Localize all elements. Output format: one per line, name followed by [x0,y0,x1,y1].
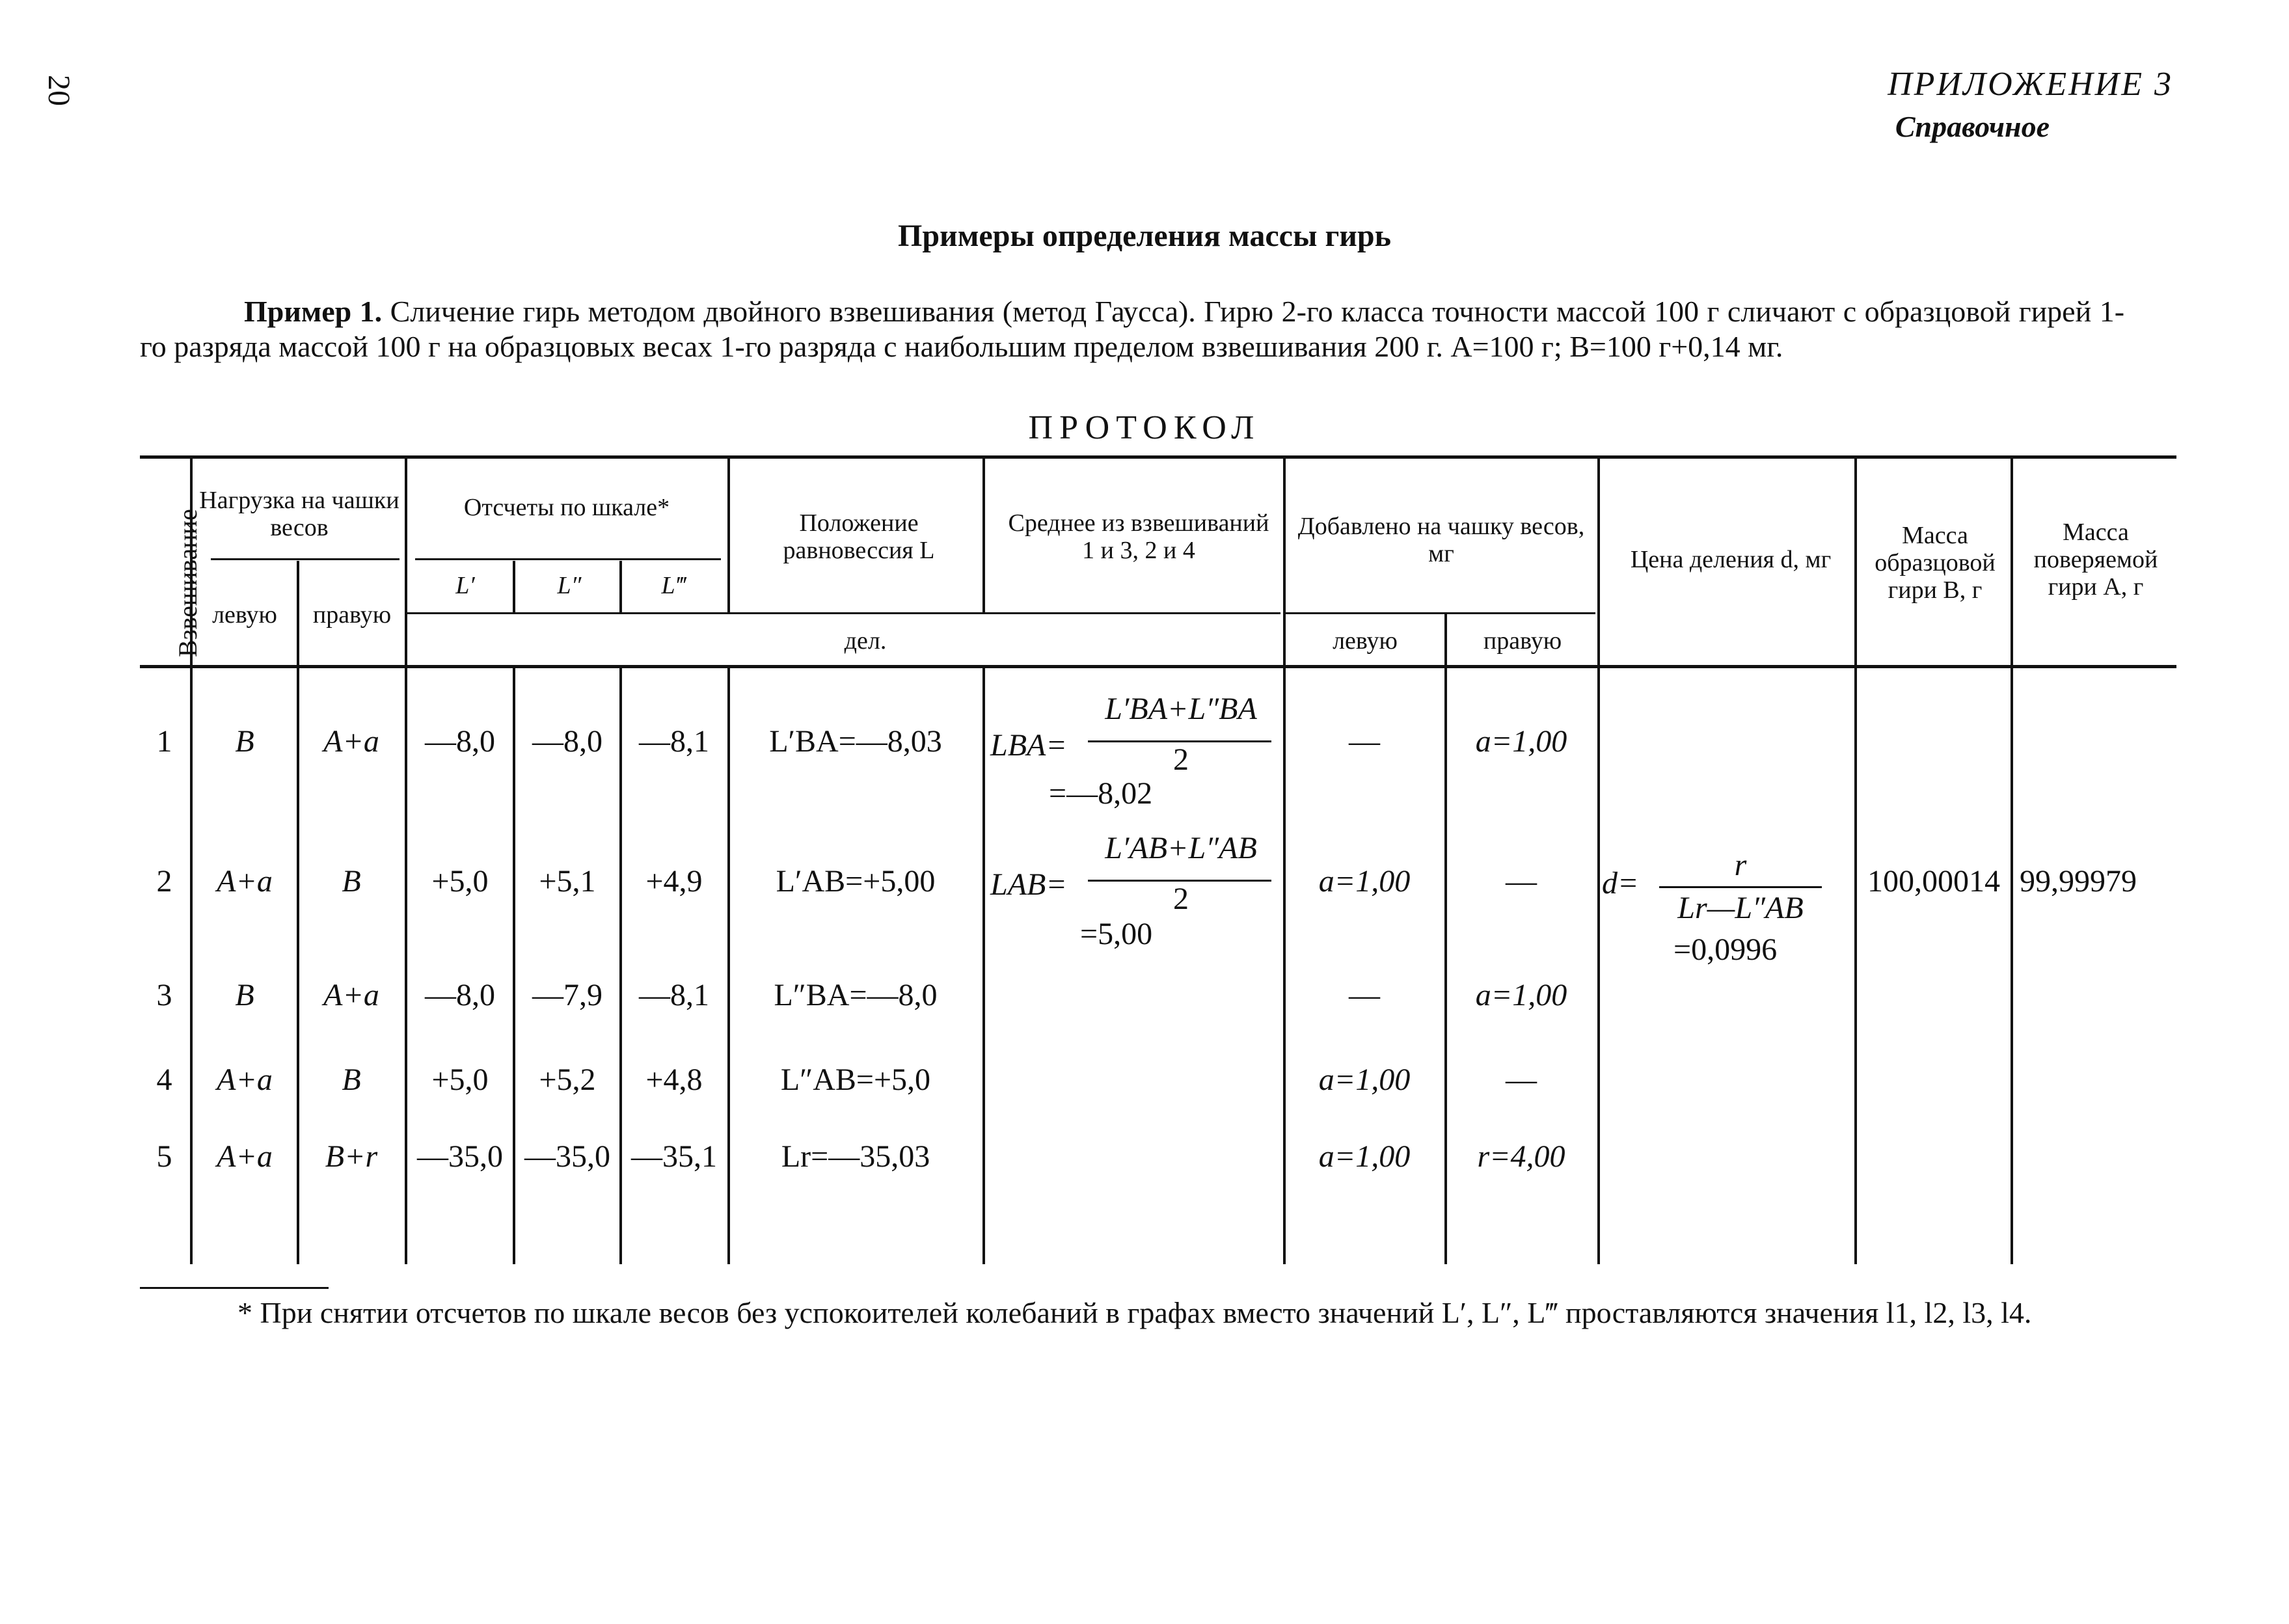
footnote [140,1295,2124,1331]
header-load-right: правую [312,601,392,629]
header-rule [407,612,1280,614]
col-divider [982,457,985,614]
header-reading-3: L‴ [661,572,686,599]
row-load-right: B+r [325,1139,378,1174]
row-added-left: a=1,00 [1318,864,1411,899]
example-text: Сличение гирь методом двойного взвешивания (метод Гаусса). Гирю 2-го класса точности массой 100 г сличают с образцовой гирей 1-го разряда массой 100 г на образцовых весах 1-го разряда с наибольшим пределом взвешивания 200 г. A=100 г; B=100 г+0,14 мг. [140,295,2125,363]
row-reading-3: —8,1 [639,978,709,1012]
avg1-lhs: LBA= [990,728,1067,763]
header-readings: Отсчеты по шкале* [463,494,670,521]
header-mass-ref: Масса образцовой гири B, г [1875,522,1996,604]
row-load-right: A+a [323,724,379,759]
row-added-right: a=1,00 [1475,978,1567,1012]
mass-ref-value: 100,00014 [1867,864,2000,899]
row-number: 2 [156,864,172,899]
avg1-result: =—8,02 [1049,776,1153,811]
header-load: Нагрузка на чашки весов [199,487,400,541]
row-load-left: B [235,978,254,1012]
col-divider [727,457,730,614]
row-load-left: A+a [217,864,273,899]
avg2-denominator: 2 [1173,882,1189,916]
avg2-result: =5,00 [1080,917,1153,951]
row-added-right: — [1506,864,1537,899]
avg1-numerator: L′BA+L″BA [1105,692,1257,726]
division-denominator: Lr—L″AB [1677,891,1804,925]
header-rule [415,558,721,560]
col-divider [1854,457,1857,1264]
example-lead: Пример 1. [244,295,383,328]
row-load-left: A+a [217,1139,273,1174]
avg2-lhs: LAB= [990,867,1067,902]
row-reading-1: —8,0 [425,978,495,1012]
header-average: Среднее из взвешиваний 1 и 3, 2 и 4 [1008,509,1269,564]
row-reading-2: +5,2 [539,1062,596,1097]
row-reading-2: —35,0 [524,1139,610,1174]
header-added-left: левую [1333,627,1398,655]
header-reading-2: L″ [557,572,582,599]
row-reading-1: —8,0 [425,724,495,759]
row-number: 4 [156,1062,172,1097]
header-equilibrium: Положение равновессия L [783,509,935,564]
row-reading-3: —35,1 [631,1139,717,1174]
row-added-left: a=1,00 [1318,1139,1411,1174]
row-load-right: B [342,864,361,899]
avg2-numerator: L′AB+L″AB [1105,831,1257,865]
header-rule [1286,612,1595,614]
appendix-title: ПРИЛОЖЕНИЕ 3 [1888,66,2173,103]
row-reading-2: +5,1 [539,864,596,899]
header-load-left: левую [212,601,277,629]
page-number: 20 [42,75,76,106]
col-divider [1597,457,1600,1264]
row-reading-1: +5,0 [431,1062,489,1097]
col-divider [982,668,985,1264]
row-added-left: — [1349,724,1380,759]
row-load-left: A+a [217,1062,273,1097]
division-numerator: r [1734,848,1747,882]
table-header-rule [140,665,2176,668]
header-units: дел. [844,627,887,655]
header-reading-1: L′ [455,572,475,599]
row-equilibrium: L″AB=+5,0 [780,1062,931,1097]
row-number: 1 [156,724,172,759]
row-added-left: — [1349,978,1380,1012]
row-number: 5 [156,1139,172,1174]
row-reading-3: +4,9 [645,864,703,899]
row-equilibrium: L′BA=—8,03 [769,724,942,759]
header-mass-test: Масса поверяемой гири A, г [2033,519,2158,601]
row-equilibrium: Lr=—35,03 [781,1139,930,1174]
row-added-left: a=1,00 [1318,1062,1411,1097]
footnote-rule [140,1287,329,1289]
row-reading-2: —7,9 [532,978,603,1012]
row-reading-3: —8,1 [639,724,709,759]
row-equilibrium: L″BA=—8,0 [774,978,938,1012]
row-reading-1: +5,0 [431,864,489,899]
section-title: Примеры определения массы гирь [898,219,1391,253]
header-division: Цена деления d, мг [1630,546,1832,573]
row-reading-3: +4,8 [645,1062,703,1097]
row-number: 3 [156,978,172,1012]
row-load-right: B [342,1062,361,1097]
protocol-title: ПРОТОКОЛ [1028,409,1261,446]
row-added-right: a=1,00 [1475,724,1567,759]
row-load-left: B [235,724,254,759]
row-reading-2: —8,0 [532,724,603,759]
division-result: =0,0996 [1673,932,1778,967]
header-added-right: правую [1483,627,1562,655]
col-divider [513,561,515,613]
division-fraction-bar [1659,886,1822,888]
header-rule [211,558,400,560]
footnote-text: * При снятии отсчетов по шкале весов без успокоителей колебаний в графах вместо значений L′, L″, L‴ проставляются значения l1, l2, l3, l4. [237,1296,2032,1329]
avg1-denominator: 2 [1173,742,1189,777]
row-added-right: — [1506,1062,1537,1097]
col-divider [619,561,622,613]
division-lhs: d= [1602,866,1639,900]
mass-test-value: 99,99979 [2020,864,2137,899]
row-added-right: r=4,00 [1477,1139,1565,1174]
example-paragraph [140,294,2124,364]
header-weighing: Взвешивание [173,509,202,657]
header-added: Добавлено на чашку весов, мг [1297,513,1585,567]
row-equilibrium: L′AB=+5,00 [776,864,936,899]
appendix-subtitle: Справочное [1895,110,2050,143]
row-reading-1: —35,0 [417,1139,503,1174]
row-load-right: A+a [323,978,379,1012]
table-top-rule [140,455,2176,459]
